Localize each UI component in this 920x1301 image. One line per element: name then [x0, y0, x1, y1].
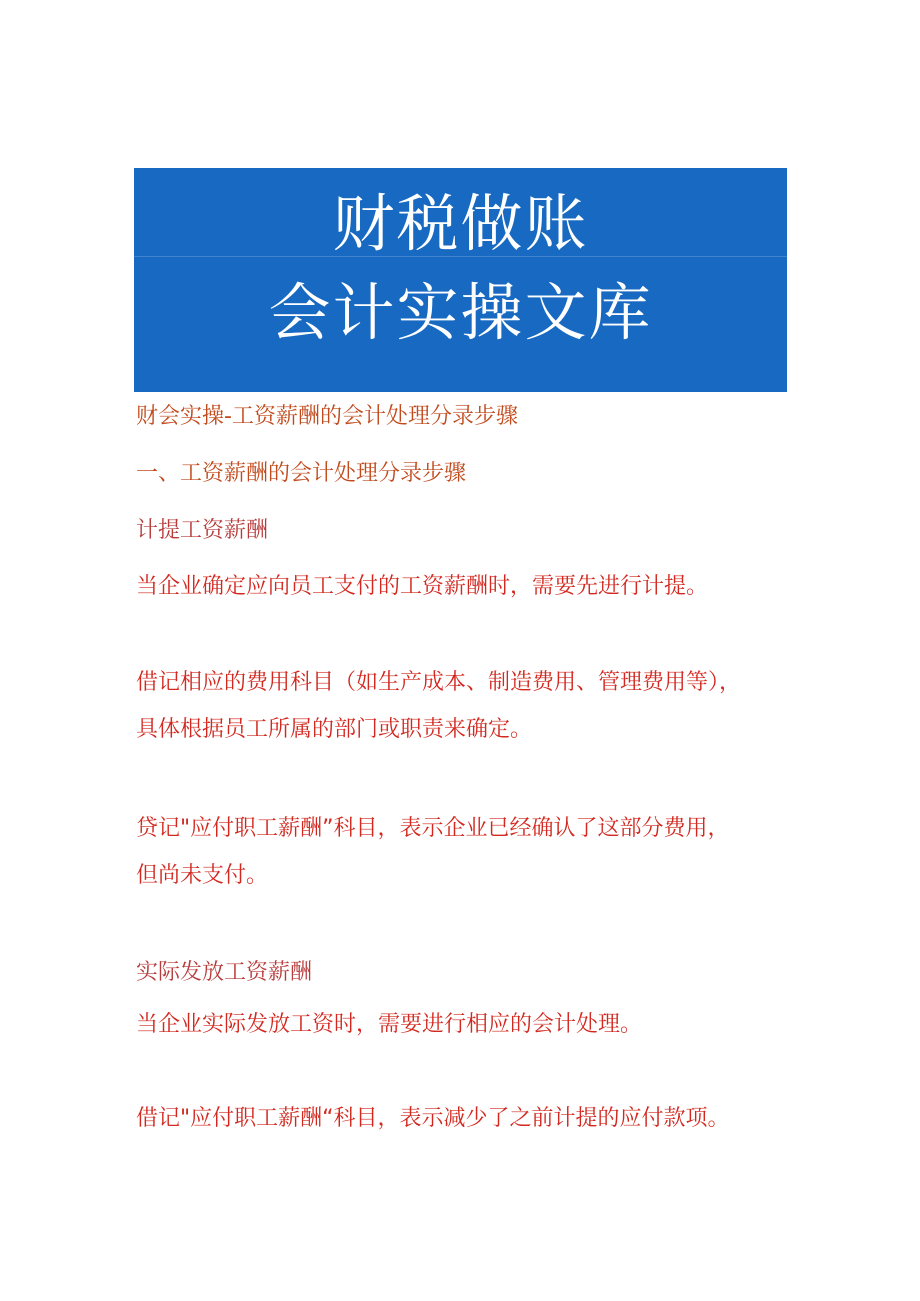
- section-heading: 一、工资薪酬的会计处理分录步骤: [136, 461, 467, 486]
- paragraph-credit-line2: 但尚未支付。: [136, 863, 269, 888]
- banner-title-line2: 会计实操文库: [268, 276, 653, 349]
- paragraph-accrual-intro: 当企业确定应向员工支付的工资薪酬时，需要先进行计提。: [136, 574, 709, 599]
- paragraph-credit-line1: 贷记"应付职工薪酬”科目，表示企业已经确认了这部分费用，: [136, 816, 730, 841]
- subsection-heading-payment: 实际发放工资薪酬: [136, 960, 313, 985]
- paragraph-debit-line1: 借记相应的费用科目（如生产成本、制造费用、管理费用等），: [136, 670, 742, 695]
- subsection-heading-accrual: 计提工资薪酬: [136, 518, 269, 543]
- paragraph-debit-line2: 具体根据员工所属的部门或职责来确定。: [136, 717, 533, 742]
- document-title: 财会实操-工资薪酬的会计处理分录步骤: [136, 404, 518, 429]
- paragraph-payment-intro: 当企业实际发放工资时，需要进行相应的会计处理。: [136, 1012, 643, 1037]
- paragraph-payment-debit: 借记"应付职工薪酬“科目，表示减少了之前计提的应付款项。: [136, 1106, 730, 1131]
- banner-title-line1: 财税做账: [332, 187, 589, 260]
- header-banner: [134, 168, 787, 392]
